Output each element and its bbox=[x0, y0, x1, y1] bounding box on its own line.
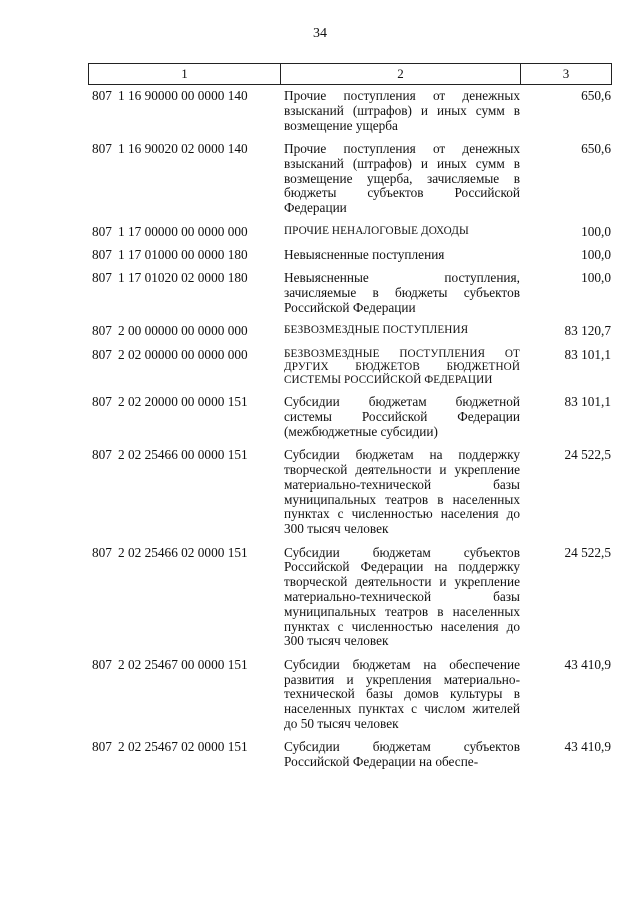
table-header bbox=[88, 63, 612, 85]
amount: 43 410,9 bbox=[564, 656, 611, 672]
table-row bbox=[88, 395, 612, 439]
budget-code: 2 02 25466 02 0000 151 bbox=[118, 544, 248, 560]
income-name: Субсидии бюджетам на обеспечение развития и укрепления материально-технической базы домов культуры в населенных пунктах с числом жителей до 50 тысяч человек bbox=[284, 656, 520, 732]
table-row bbox=[88, 546, 612, 650]
amount: 43 410,9 bbox=[564, 739, 611, 755]
admin-code: 807 bbox=[92, 447, 112, 463]
table-body bbox=[88, 89, 612, 779]
income-name: Прочие поступления от денежных взысканий (штрафов) и иных сумм в возмещение ущерба bbox=[284, 88, 520, 133]
income-name: БЕЗВОЗМЕЗДНЫЕ ПОСТУПЛЕНИЯ ОТ ДРУГИХ БЮДЖЕТОВ БЮДЖЕТНОЙ СИСТЕМЫ РОССИЙСКОЙ ФЕДЕРАЦИИ bbox=[284, 347, 520, 386]
table-row bbox=[88, 225, 612, 240]
admin-code: 807 bbox=[92, 323, 112, 339]
table-row bbox=[88, 248, 612, 263]
budget-code: 2 02 20000 00 0000 151 bbox=[118, 394, 248, 410]
table-row bbox=[88, 740, 612, 770]
admin-code: 807 bbox=[92, 739, 112, 755]
admin-code: 807 bbox=[92, 140, 112, 156]
table-row bbox=[88, 324, 612, 339]
table-row bbox=[88, 89, 612, 133]
budget-code: 1 17 00000 00 0000 000 bbox=[118, 223, 248, 239]
admin-code: 807 bbox=[92, 88, 112, 103]
income-name: Невыясненные поступления bbox=[284, 246, 445, 262]
income-name: Прочие поступления от денежных взысканий (штрафов) и иных сумм в возмещение ущерба, зачисляемые в бюджеты субъектов Российской Федерации bbox=[284, 140, 520, 216]
income-name: Субсидии бюджетам на поддержку творческой деятельности и укрепление материально-технической базы муниципальных театров в населенных пунктах с численностью населения до 300 тысяч человек bbox=[284, 447, 520, 537]
budget-code: 1 17 01020 02 0000 180 bbox=[118, 270, 248, 286]
admin-code: 807 bbox=[92, 223, 112, 239]
table-row bbox=[88, 348, 612, 387]
table-row bbox=[88, 658, 612, 732]
amount: 650,6 bbox=[581, 140, 611, 156]
income-name: Субсидии бюджетам субъектов Российской Федерации на обеспе- bbox=[284, 739, 520, 770]
income-name: БЕЗВОЗМЕЗДНЫЕ ПОСТУПЛЕНИЯ bbox=[284, 324, 469, 337]
amount: 83 101,1 bbox=[564, 394, 611, 410]
budget-code: 2 02 25467 02 0000 151 bbox=[118, 739, 248, 755]
header-col-2: 2 bbox=[281, 64, 521, 84]
table-row bbox=[88, 142, 612, 216]
table-row bbox=[88, 448, 612, 537]
income-name: Субсидии бюджетам бюджетной системы Российской Федерации (межбюджетные субсидии) bbox=[284, 394, 520, 439]
admin-code: 807 bbox=[92, 246, 112, 262]
budget-code: 2 02 25467 00 0000 151 bbox=[118, 656, 248, 672]
admin-code: 807 bbox=[92, 346, 112, 362]
budget-code: 2 02 00000 00 0000 000 bbox=[118, 346, 248, 362]
income-name: ПРОЧИЕ НЕНАЛОГОВЫЕ ДОХОДЫ bbox=[284, 224, 469, 237]
amount: 650,6 bbox=[581, 88, 611, 103]
budget-code: 1 16 90000 00 0000 140 bbox=[118, 88, 248, 103]
budget-code: 2 00 00000 00 0000 000 bbox=[118, 323, 248, 339]
admin-code: 807 bbox=[92, 656, 112, 672]
admin-code: 807 bbox=[92, 270, 112, 286]
admin-code: 807 bbox=[92, 394, 112, 410]
table-row bbox=[88, 271, 612, 315]
header-col-1: 1 bbox=[89, 64, 281, 84]
amount: 24 522,5 bbox=[564, 544, 611, 560]
budget-code: 2 02 25466 00 0000 151 bbox=[118, 447, 248, 463]
amount: 100,0 bbox=[581, 270, 611, 286]
header-col-3: 3 bbox=[562, 66, 570, 81]
income-name: Субсидии бюджетам субъектов Российской Федерации на поддержку творческой деятельности и укрепление материально-технической базы муниципальных театров в населенных пунктах с численностью населения до 300 тысяч человек bbox=[284, 544, 520, 649]
page-number: 34 bbox=[313, 26, 327, 41]
amount: 83 101,1 bbox=[564, 346, 611, 362]
amount: 100,0 bbox=[581, 223, 611, 239]
budget-code: 1 16 90020 02 0000 140 bbox=[118, 140, 248, 156]
amount: 100,0 bbox=[581, 246, 611, 262]
admin-code: 807 bbox=[92, 544, 112, 560]
budget-code: 1 17 01000 00 0000 180 bbox=[118, 246, 248, 262]
amount: 24 522,5 bbox=[564, 447, 611, 463]
amount: 83 120,7 bbox=[564, 323, 611, 339]
income-name: Невыясненные поступления, зачисляемые в бюджеты субъектов Российской Федерации bbox=[284, 270, 520, 315]
